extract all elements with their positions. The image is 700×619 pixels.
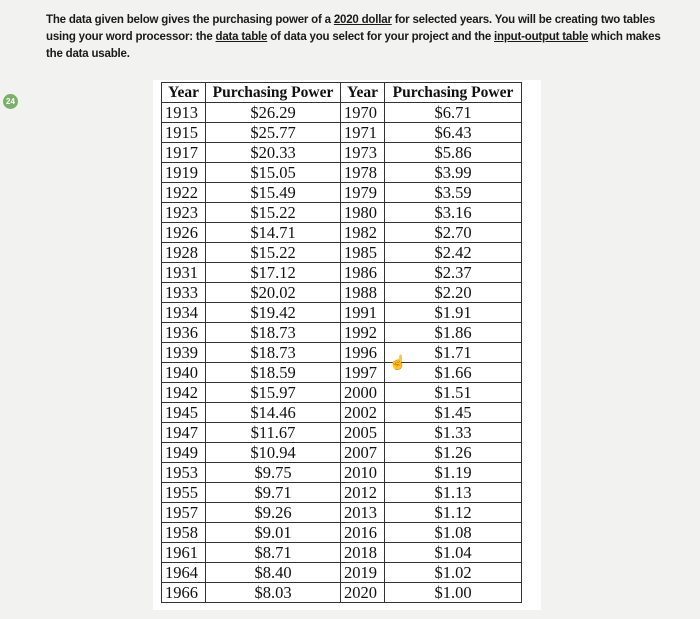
cell-power-left: $14.46 <box>206 403 341 423</box>
cell-power-right: $1.86 <box>385 323 522 343</box>
cell-power-right: $3.99 <box>385 163 522 183</box>
cell-year-right: 1988 <box>341 283 385 303</box>
cell-power-left: $14.71 <box>206 223 341 243</box>
intro-text-2: for selected years. You will be creating two tables using your word processor: the <box>46 14 656 43</box>
cell-year-left: 1931 <box>162 263 206 283</box>
cell-power-right: $1.45 <box>385 403 522 423</box>
table-row <box>162 183 522 203</box>
cell-power-left: $19.42 <box>206 303 341 323</box>
table-row <box>162 343 522 363</box>
cell-year-left: 1957 <box>162 503 206 523</box>
header-power-left: Purchasing Power <box>206 83 341 103</box>
table-row <box>162 263 522 283</box>
table-row <box>162 243 522 263</box>
cell-year-left: 1926 <box>162 223 206 243</box>
table-row <box>162 223 522 243</box>
header-power-right: Purchasing Power <box>385 83 522 103</box>
cell-year-left: 1923 <box>162 203 206 223</box>
cell-power-left: $15.22 <box>206 203 341 223</box>
cell-year-left: 1922 <box>162 183 206 203</box>
question-number-badge: 24 <box>3 94 18 109</box>
cell-year-left: 1958 <box>162 523 206 543</box>
cell-power-left: $17.12 <box>206 263 341 283</box>
cell-year-left: 1953 <box>162 463 206 483</box>
cell-year-left: 1928 <box>162 243 206 263</box>
purchasing-power-table <box>161 82 522 603</box>
cell-power-left: $18.73 <box>206 323 341 343</box>
cell-year-right: 2012 <box>341 483 385 503</box>
cell-power-left: $15.97 <box>206 383 341 403</box>
cell-power-left: $9.71 <box>206 483 341 503</box>
cell-year-left: 1945 <box>162 403 206 423</box>
cell-year-left: 1933 <box>162 283 206 303</box>
cell-power-right: $1.04 <box>385 543 522 563</box>
table-row <box>162 583 522 603</box>
table-row <box>162 503 522 523</box>
link-input-output-table[interactable]: input-output table <box>494 31 589 43</box>
cell-year-right: 1970 <box>341 103 385 123</box>
cell-year-left: 1919 <box>162 163 206 183</box>
table-row <box>162 283 522 303</box>
cell-power-right: $1.00 <box>385 583 522 603</box>
hand-cursor-icon: ☝ <box>389 354 407 370</box>
intro-text-4: which makes the data usable. <box>46 31 661 60</box>
cell-year-left: 1915 <box>162 123 206 143</box>
cell-power-left: $15.22 <box>206 243 341 263</box>
link-data-table[interactable]: data table <box>215 31 268 43</box>
cell-power-right: $1.33 <box>385 423 522 443</box>
table-row <box>162 323 522 343</box>
cell-year-right: 2007 <box>341 443 385 463</box>
cell-power-left: $20.02 <box>206 283 341 303</box>
cell-year-right: 1985 <box>341 243 385 263</box>
cell-power-right: $5.86 <box>385 143 522 163</box>
cell-year-right: 2019 <box>341 563 385 583</box>
cell-year-right: 1979 <box>341 183 385 203</box>
cell-power-left: $25.77 <box>206 123 341 143</box>
cell-power-right: $2.37 <box>385 263 522 283</box>
cell-year-right: 2013 <box>341 503 385 523</box>
cell-year-left: 1934 <box>162 303 206 323</box>
intro-text-3: of data you select for your project and the <box>267 31 495 43</box>
table-row <box>162 163 522 183</box>
table-row <box>162 443 522 463</box>
cell-power-left: $10.94 <box>206 443 341 463</box>
cell-power-right: $6.43 <box>385 123 522 143</box>
table-row <box>162 303 522 323</box>
cell-year-left: 1913 <box>162 103 206 123</box>
cell-year-left: 1917 <box>162 143 206 163</box>
cell-year-right: 1978 <box>341 163 385 183</box>
table-row <box>162 523 522 543</box>
cell-power-left: $8.40 <box>206 563 341 583</box>
cell-year-right: 2016 <box>341 523 385 543</box>
intro-text-1: The data given below gives the purchasing power of a <box>46 14 334 26</box>
table-row <box>162 423 522 443</box>
cell-power-right: $1.71 <box>385 343 522 363</box>
table-body <box>162 103 522 603</box>
table-row <box>162 543 522 563</box>
table-row <box>162 383 522 403</box>
cell-power-left: $26.29 <box>206 103 341 123</box>
cell-year-left: 1966 <box>162 583 206 603</box>
cell-power-left: $11.67 <box>206 423 341 443</box>
cell-year-right: 1996 <box>341 343 385 363</box>
cell-power-right: $3.59 <box>385 183 522 203</box>
table-header-row <box>162 83 522 103</box>
cell-power-right: $1.66 <box>385 363 522 383</box>
cell-power-right: $1.19 <box>385 463 522 483</box>
cell-power-right: $6.71 <box>385 103 522 123</box>
cell-year-right: 2002 <box>341 403 385 423</box>
cell-power-right: $1.13 <box>385 483 522 503</box>
table-row <box>162 403 522 423</box>
cell-power-right: $1.08 <box>385 523 522 543</box>
cell-power-left: $18.73 <box>206 343 341 363</box>
cell-year-right: 1991 <box>341 303 385 323</box>
cell-power-right: $1.12 <box>385 503 522 523</box>
cell-power-left: $9.26 <box>206 503 341 523</box>
cell-year-left: 1955 <box>162 483 206 503</box>
cell-year-left: 1939 <box>162 343 206 363</box>
cell-year-left: 1936 <box>162 323 206 343</box>
cell-power-left: $9.75 <box>206 463 341 483</box>
table-image <box>153 80 541 610</box>
cell-power-left: $20.33 <box>206 143 341 163</box>
cell-power-left: $15.49 <box>206 183 341 203</box>
table-row <box>162 143 522 163</box>
cell-year-left: 1940 <box>162 363 206 383</box>
table-row <box>162 123 522 143</box>
cell-power-right: $2.70 <box>385 223 522 243</box>
cell-power-right: $1.51 <box>385 383 522 403</box>
table-row <box>162 203 522 223</box>
cell-year-left: 1942 <box>162 383 206 403</box>
cell-year-right: 2000 <box>341 383 385 403</box>
cell-power-right: $3.16 <box>385 203 522 223</box>
table-row <box>162 483 522 503</box>
header-year-right: Year <box>341 83 385 103</box>
cell-power-left: $8.03 <box>206 583 341 603</box>
table-row <box>162 563 522 583</box>
cell-year-left: 1961 <box>162 543 206 563</box>
table-row <box>162 463 522 483</box>
cell-year-right: 1986 <box>341 263 385 283</box>
cell-power-left: $9.01 <box>206 523 341 543</box>
cell-year-right: 1982 <box>341 223 385 243</box>
cell-power-left: $8.71 <box>206 543 341 563</box>
cell-power-right: $1.26 <box>385 443 522 463</box>
cell-year-right: 2020 <box>341 583 385 603</box>
cell-year-right: 2010 <box>341 463 385 483</box>
cell-year-right: 2005 <box>341 423 385 443</box>
cell-year-left: 1947 <box>162 423 206 443</box>
cell-power-left: $15.05 <box>206 163 341 183</box>
cell-year-right: 1992 <box>341 323 385 343</box>
cell-year-right: 1973 <box>341 143 385 163</box>
cell-year-left: 1964 <box>162 563 206 583</box>
cell-year-right: 1971 <box>341 123 385 143</box>
table-row <box>162 363 522 383</box>
cell-year-left: 1949 <box>162 443 206 463</box>
header-year-left: Year <box>162 83 206 103</box>
cell-power-left: $18.59 <box>206 363 341 383</box>
link-2020-dollar[interactable]: 2020 dollar <box>333 14 392 26</box>
cell-power-right: $2.42 <box>385 243 522 263</box>
cell-power-right: $2.20 <box>385 283 522 303</box>
cell-power-right: $1.91 <box>385 303 522 323</box>
cell-year-right: 1997 <box>341 363 385 383</box>
table-row <box>162 103 522 123</box>
cell-year-right: 2018 <box>341 543 385 563</box>
cell-year-right: 1980 <box>341 203 385 223</box>
intro-paragraph <box>46 12 666 63</box>
cell-power-right: $1.02 <box>385 563 522 583</box>
